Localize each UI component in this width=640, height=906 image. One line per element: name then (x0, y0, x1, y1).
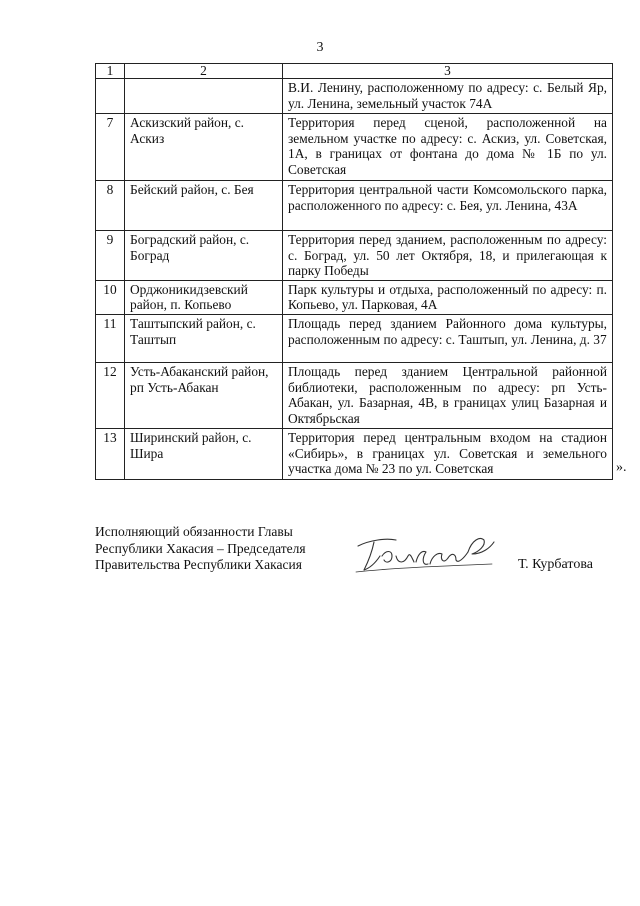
table-row (96, 314, 613, 362)
table-row (96, 362, 613, 428)
column-header: 1 (96, 64, 125, 79)
column-header: 3 (283, 64, 613, 79)
description-cell: Территория перед сценой, расположенной на земельном участке по адресу: с. Аскиз, ул. Советская, 1А, в границах от фонтана до дома № 1Б по ул. Советская (283, 114, 613, 181)
table-header-row (96, 64, 613, 79)
locations-table (95, 63, 613, 480)
description-cell: Территория перед зданием, расположенным по адресу: с. Боград, ул. 50 лет Октября, 18, и прилегающая к парку Победы (283, 231, 613, 281)
row-number: 10 (96, 280, 125, 314)
closing-quote: ». (616, 460, 627, 475)
district-cell: Боградский район, с. Боград (125, 231, 283, 281)
district-cell: Аскизский район, с. Аскиз (125, 114, 283, 181)
signatory-title-line: Исполняющий обязанности Главы (95, 524, 293, 539)
column-header: 2 (125, 64, 283, 79)
description-cell: Площадь перед зданием Районного дома культуры, расположенным по адресу: с. Таштып, ул. Ленина, д. 37 (283, 314, 613, 362)
table-row (96, 428, 613, 479)
row-number (96, 79, 125, 114)
table-row (96, 79, 613, 114)
handwritten-signature (352, 528, 502, 578)
district-cell: Ширинский район, с. Шира (125, 428, 283, 479)
signatory-name: Т. Курбатова (518, 557, 593, 572)
signatory-title-line: Правительства Республики Хакасия (95, 557, 302, 572)
district-cell: Усть-Абаканский район, рп Усть-Абакан (125, 362, 283, 428)
row-number: 9 (96, 231, 125, 281)
description-cell: Парк культуры и отдыха, расположенный по адресу: п. Копьево, ул. Парковая, 4А (283, 280, 613, 314)
row-number: 7 (96, 114, 125, 181)
row-number: 8 (96, 181, 125, 231)
page-number: 3 (316, 40, 324, 55)
row-number: 11 (96, 314, 125, 362)
description-cell: Территория центральной части Комсомольского парка, расположенного по адресу: с. Бея, ул. Ленина, 43А (283, 181, 613, 231)
table-row (96, 231, 613, 281)
description-cell: В.И. Ленину, расположенному по адресу: с. Белый Яр, ул. Ленина, земельный участок 74А (283, 79, 613, 114)
row-number: 13 (96, 428, 125, 479)
signatory-title-line: Республики Хакасия – Председателя (95, 540, 306, 556)
table-row (96, 181, 613, 231)
district-cell: Таштыпский район, с. Таштып (125, 314, 283, 362)
signatory-title (95, 524, 306, 574)
table-row (96, 280, 613, 314)
description-cell: Территория перед центральным входом на стадион «Сибирь», в границах ул. Советская и земельного участка дома № 23 по ул. Советская (283, 428, 613, 479)
table-row (96, 114, 613, 181)
district-cell: Орджоникидзевский район, п. Копьево (125, 280, 283, 314)
description-cell: Площадь перед зданием Центральной районной библиотеки, расположенным по адресу: рп Усть-Абакан, ул. Базарная, 4В, в границах улиц Базарная и Октябрьская (283, 362, 613, 428)
district-cell (125, 79, 283, 114)
district-cell: Бейский район, с. Бея (125, 181, 283, 231)
row-number: 12 (96, 362, 125, 428)
